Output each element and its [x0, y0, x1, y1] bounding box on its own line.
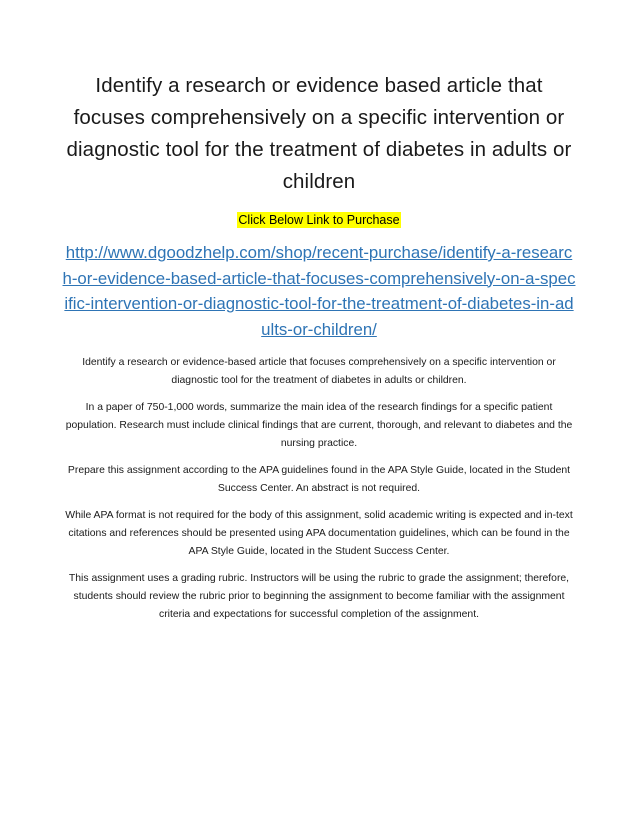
paragraph-paper-length: In a paper of 750-1,000 words, summarize the main idea of the research findings for a specific patient population. Research must include clinical findings that are current, thorough, and relevant to diabetes and the nursing practice.: [65, 402, 573, 449]
paragraph-assignment-intro: Identify a research or evidence-based article that focuses comprehensively on a specific intervention or diagnostic tool for the treatment of diabetes in adults or children.: [82, 357, 556, 386]
paragraph-grading-rubric: This assignment uses a grading rubric. Instructors will be using the rubric to grade the assignment; therefore, students should review the rubric prior to beginning the assignment to become familiar with the assignment criteria and expectations for successful completion of the assignment.: [68, 573, 570, 620]
paragraph-apa-guidelines: Prepare this assignment according to the APA guidelines found in the APA Style Guide, located in the Student Success Center. An abstract is not required.: [67, 465, 571, 494]
purchase-label-row: [62, 212, 576, 228]
purchase-link[interactable]: http://www.dgoodzhelp.com/shop/recent-purchase/identify-a-research-or-evidence-based-article-that-focuses-comprehensively-on-a-specific-intervention-or-diagnostic-tool-for-the-treatment-of-diabetes-in-adults-or-children/: [62, 243, 576, 339]
purchase-label: Click Below Link to Purchase: [238, 213, 400, 227]
paragraph-academic-writing: While APA format is not required for the body of this assignment, solid academic writing is expected and in-text citations and references should be presented using APA documentation guidelines, which can be found in the APA Style Guide, located in the Student Success Center.: [65, 510, 573, 557]
document-title: Identify a research or evidence based article that focuses comprehensively on a specific intervention or diagnostic tool for the treatment of diabetes in adults or children: [66, 74, 572, 193]
document-page: [62, 70, 576, 624]
